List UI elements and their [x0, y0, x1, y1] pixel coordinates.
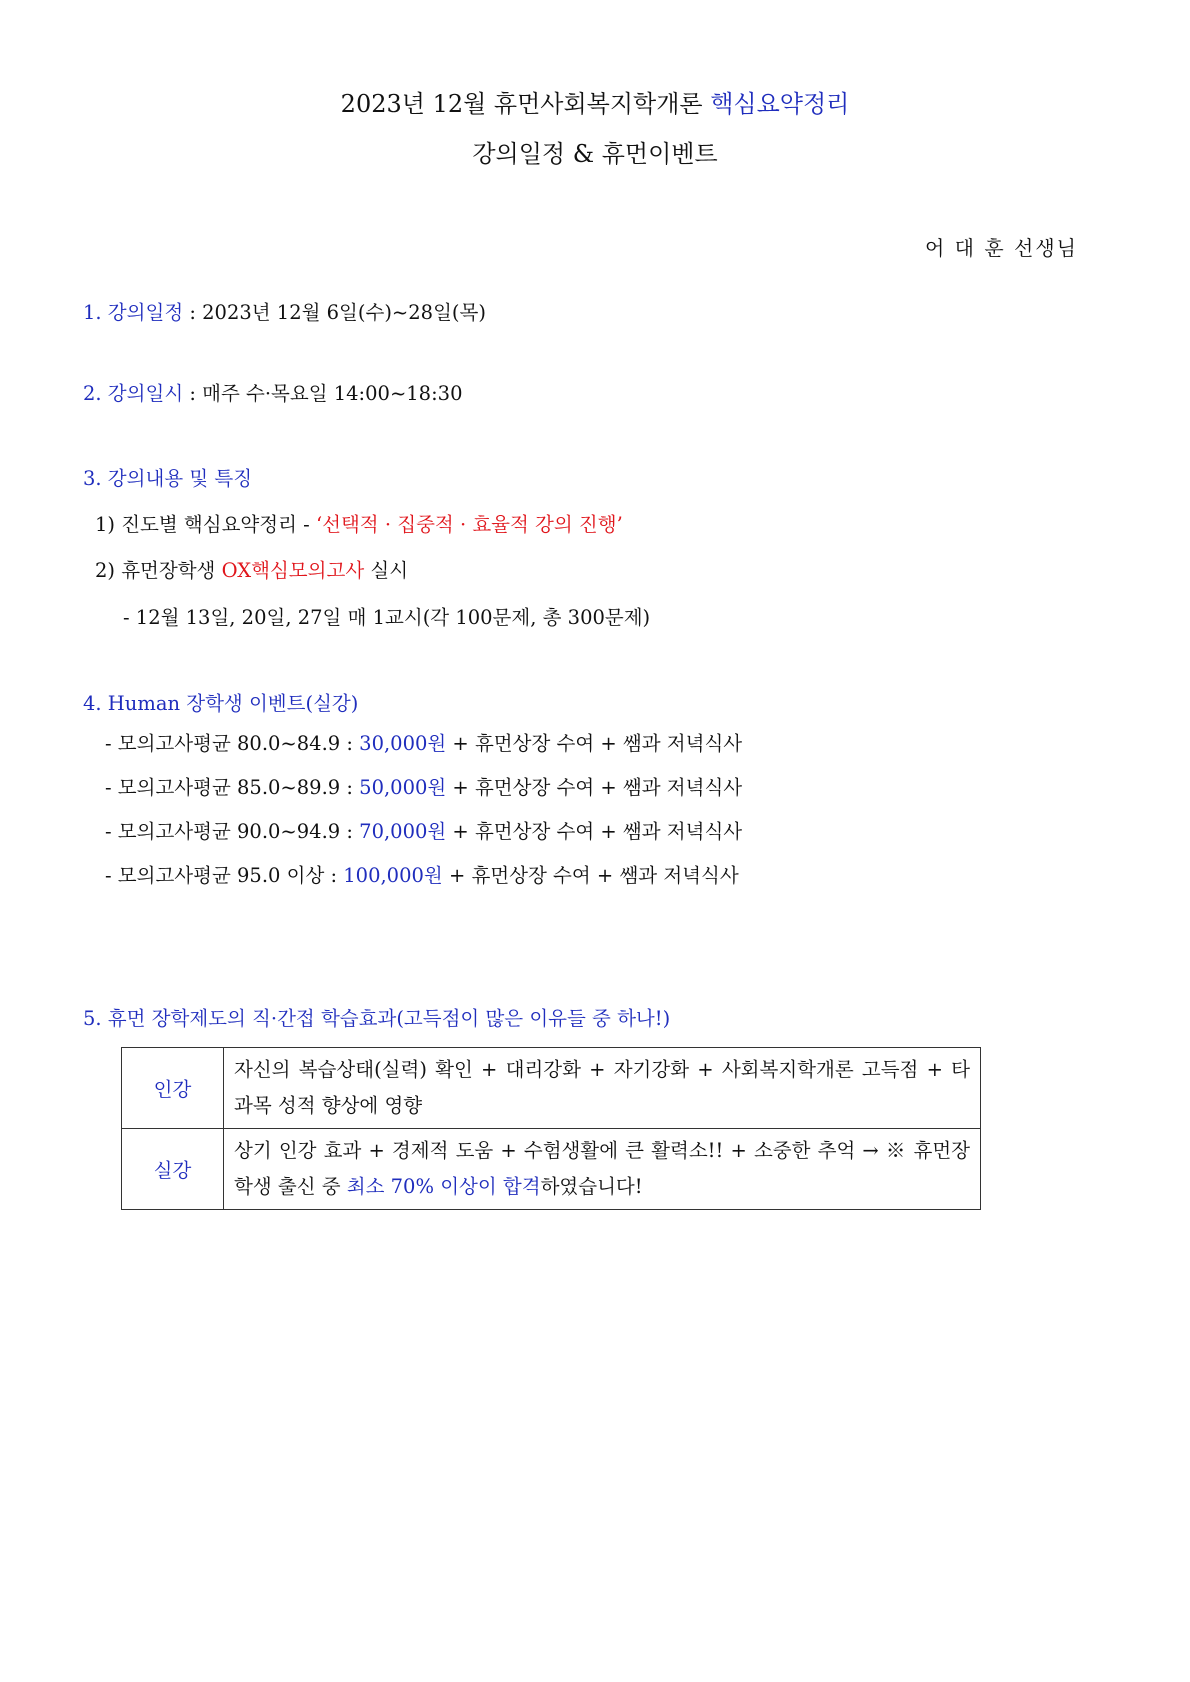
- row-text-offline: [224, 1129, 981, 1210]
- section-4-heading: 4. Human 장학생 이벤트(실강): [83, 692, 359, 715]
- event-row: [105, 728, 742, 756]
- content-item-2-highlight: OX핵심모의고사: [221, 559, 365, 582]
- event-row: [105, 772, 742, 800]
- section-2-sep: :: [183, 382, 203, 405]
- row-text-offline-part1: 상기 인강 효과 + 경제적 도움 + 수험생활에 큰 활력소!! + 소중한 추억 → ※ 휴먼장학생 출신 중: [234, 1139, 970, 1198]
- page-subtitle: 강의일정 & 휴먼이벤트: [472, 140, 718, 168]
- table-row: [122, 1129, 981, 1210]
- row-text-offline-part2: 하였습니다!: [540, 1175, 643, 1198]
- section-time: [83, 378, 462, 406]
- teacher-name: 어 대 훈 선생님: [925, 236, 1078, 260]
- content-item-1-highlight: ‘선택적 · 집중적 · 효율적 강의 진행’: [315, 513, 623, 536]
- row-text-offline-highlight: 최소 70% 이상이 합격: [346, 1175, 541, 1198]
- title-highlight: 핵심요약정리: [710, 90, 850, 118]
- section-3-heading: 3. 강의내용 및 특징: [83, 467, 253, 490]
- effects-table: [121, 1047, 981, 1210]
- content-item-2: [95, 555, 408, 583]
- event-row: [105, 816, 742, 844]
- event-amount: 30,000원: [359, 732, 447, 755]
- section-5-heading: 5. 휴먼 장학제도의 직·간접 학습효과(고득점이 많은 이유들 중 하나!): [83, 1007, 671, 1030]
- table-row: [122, 1048, 981, 1129]
- title-main: 2023년 12월 휴먼사회복지학개론: [340, 90, 711, 118]
- content-item-2-prefix: 2) 휴먼장학생: [95, 559, 222, 582]
- content-item-2-sub: - 12월 13일, 20일, 27일 매 1교시(각 100문제, 총 300문제): [123, 606, 651, 629]
- event-reward: + 휴먼상장 수여 + 쌤과 저녁식사: [446, 820, 743, 843]
- event-reward: + 휴먼상장 수여 + 쌤과 저녁식사: [446, 776, 743, 799]
- event-reward: + 휴먼상장 수여 + 쌤과 저녁식사: [442, 864, 739, 887]
- event-amount: 70,000원: [359, 820, 447, 843]
- page-title: [0, 84, 1190, 119]
- section-2-heading: 2. 강의일시: [83, 382, 184, 405]
- section-schedule: [83, 297, 486, 325]
- event-range: - 모의고사평균 95.0 이상 :: [105, 864, 344, 887]
- content-item-2-suffix: 실시: [364, 559, 409, 582]
- content-item-1: [95, 509, 623, 537]
- section-1-heading: 1. 강의일정: [83, 301, 184, 324]
- event-range: - 모의고사평균 90.0~94.9 :: [105, 820, 360, 843]
- event-amount: 100,000원: [343, 864, 443, 887]
- event-range: - 모의고사평균 85.0~89.9 :: [105, 776, 360, 799]
- event-range: - 모의고사평균 80.0~84.9 :: [105, 732, 360, 755]
- event-reward: + 휴먼상장 수여 + 쌤과 저녁식사: [446, 732, 743, 755]
- row-label-offline: 실강: [122, 1129, 224, 1210]
- row-text-online: 자신의 복습상태(실력) 확인 + 대리강화 + 자기강화 + 사회복지학개론 고득점 + 타 과목 성적 향상에 영향: [224, 1048, 981, 1129]
- section-1-text: 2023년 12월 6일(수)~28일(목): [202, 301, 486, 324]
- section-2-text: 매주 수·목요일 14:00~18:30: [202, 382, 463, 405]
- event-row: [105, 860, 739, 888]
- row-label-online: 인강: [122, 1048, 224, 1129]
- section-1-sep: :: [183, 301, 203, 324]
- content-item-1-prefix: 1) 진도별 핵심요약정리 -: [95, 513, 316, 536]
- event-amount: 50,000원: [359, 776, 447, 799]
